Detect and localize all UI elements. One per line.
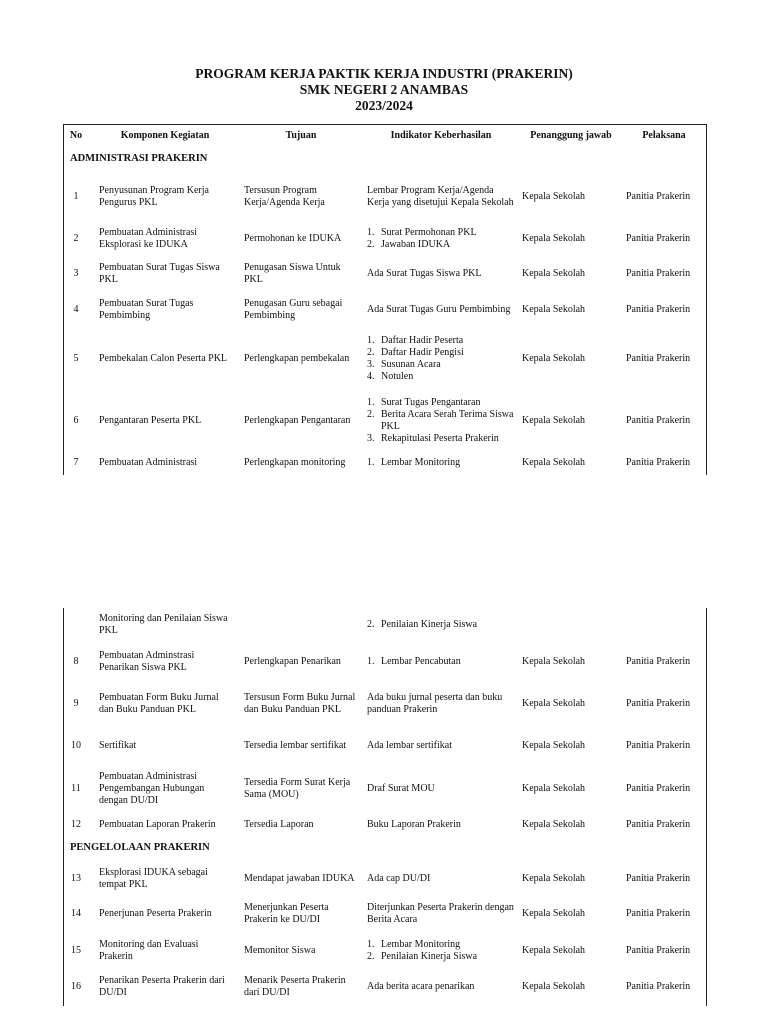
row-10-no: 9 (73, 698, 79, 709)
row-6-pelaksana: Panitia Prakerin (626, 415, 691, 426)
row-15-indikator: Diterjunkan Peserta Prakerin dengan Berita Acara (367, 902, 514, 925)
row-17-indikator: Ada berita acara penarikan (367, 981, 475, 992)
indikator-item: 2. Berita Acara Serah Terima Siswa PKL (367, 409, 514, 432)
indikator-item: 1. Lembar Pencabutan (367, 656, 461, 667)
row-7-indikator (367, 457, 517, 469)
row-13-pj: Kepala Sekolah (522, 819, 586, 830)
row-6-indikator (367, 397, 517, 445)
row-13-indikator: Buku Laporan Prakerin (367, 819, 461, 830)
row-3-pj: Kepala Sekolah (522, 268, 586, 279)
row-10-tujuan: Tersusun Form Buku Jurnal dan Buku Panduan PKL (244, 692, 356, 715)
indikator-item: 3. Rekapitulasi Peserta Prakerin (367, 433, 499, 444)
row-16-tujuan: Memonitor Siswa (244, 945, 316, 956)
doc-title-line3: 2023/2024 (355, 98, 413, 113)
row-9-no: 8 (73, 656, 79, 667)
row-4-pelaksana: Panitia Prakerin (626, 304, 691, 315)
row-2-pelaksana: Panitia Prakerin (626, 233, 691, 244)
header-penanggung-jawab: Penanggung jawab (530, 130, 612, 141)
row-1-indikator: Lembar Program Kerja/Agenda Kerja yang disetujui Kepala Sekolah (367, 185, 514, 208)
indikator-item: 4. Notulen (367, 371, 414, 382)
row-1-pelaksana: Panitia Prakerin (626, 191, 691, 202)
row-15-pj: Kepala Sekolah (522, 908, 586, 919)
row-6-komponen: Pengantaran Peserta PKL (99, 415, 202, 426)
row-1-komponen: Penyusunan Program Kerja Pengurus PKL (99, 185, 209, 208)
row-7-no: 7 (73, 457, 79, 468)
header-komponen: Komponen Kegiatan (120, 130, 210, 141)
row-12-indikator: Draf Surat MOU (367, 783, 435, 794)
header-no: No (69, 130, 83, 141)
table-page-1 (63, 124, 707, 475)
doc-title-line1: PROGRAM KERJA PAKTIK KERJA INDUSTRI (PRAKERIN) (195, 66, 573, 81)
row-14-pj: Kepala Sekolah (522, 873, 586, 884)
row-4-tujuan: Penugasan Guru sebagai Pembimbing (244, 298, 343, 321)
indikator-item: 1. Surat Tugas Pengantaran (367, 397, 481, 408)
row-12-komponen: Pembuatan Administrasi Pengembangan Hubungan dengan DU/DI (99, 771, 205, 806)
row-5-indikator (367, 335, 517, 383)
row-2-no: 2 (73, 233, 79, 244)
row-3-tujuan: Penugasan Siswa Untuk PKL (244, 262, 341, 285)
row-15-no: 14 (71, 908, 81, 919)
row-1-no: 1 (73, 191, 79, 202)
row-12-no: 11 (71, 783, 81, 794)
row-1-tujuan: Tersusun Program Kerja/Agenda Kerja (244, 185, 325, 208)
row-11-indikator: Ada lembar sertifikat (367, 740, 452, 751)
row-15-komponen: Penerjunan Peserta Prakerin (99, 908, 212, 919)
indikator-item: 3. Susunan Acara (367, 359, 441, 370)
indikator-item: 2. Jawaban IDUKA (367, 239, 451, 250)
row-4-komponen: Pembuatan Surat Tugas Pembimbing (99, 298, 194, 321)
section-pengelolaan: PENGELOLAAN PRAKERIN (70, 842, 210, 853)
row-14-tujuan: Mendapat jawaban IDUKA (244, 873, 355, 884)
row-6-no: 6 (73, 415, 79, 426)
row-8-komponen: Monitoring dan Penilaian Siswa PKL (99, 613, 228, 636)
row-14-indikator: Ada cap DU/DI (367, 873, 431, 884)
indikator-item: 2. Daftar Hadir Pengisi (367, 347, 464, 358)
row-7-komponen: Pembuatan Administrasi (99, 457, 198, 468)
row-2-komponen: Pembuatan Administrasi Eksplorasi ke IDUKA (99, 227, 198, 250)
row-4-no: 4 (73, 304, 79, 315)
row-2-pj: Kepala Sekolah (522, 233, 586, 244)
doc-title-line2: SMK NEGERI 2 ANAMBAS (299, 82, 469, 97)
row-5-no: 5 (73, 353, 79, 364)
row-17-no: 16 (71, 981, 81, 992)
row-11-no: 10 (71, 740, 81, 751)
row-13-komponen: Pembuatan Laporan Prakerin (99, 819, 216, 830)
row-3-indikator: Ada Surat Tugas Siswa PKL (367, 268, 482, 279)
row-9-pelaksana: Panitia Prakerin (626, 656, 691, 667)
row-10-komponen: Pembuatan Form Buku Jurnal dan Buku Panduan PKL (99, 692, 219, 715)
row-1-pj: Kepala Sekolah (522, 191, 586, 202)
row-13-no: 12 (71, 819, 81, 830)
row-16-indikator (367, 939, 517, 963)
indikator-item: 2. Penilaian Kinerja Siswa (367, 951, 478, 962)
indikator-item: 2. Penilaian Kinerja Siswa (367, 619, 478, 630)
section-administrasi: ADMINISTRASI PRAKERIN (70, 153, 208, 164)
row-14-komponen: Eksplorasi IDUKA sebagai tempat PKL (99, 867, 208, 890)
indikator-item: 1. Lembar Monitoring (367, 457, 461, 468)
row-11-komponen: Sertifikat (99, 740, 137, 751)
indikator-item: 1. Daftar Hadir Peserta (367, 335, 464, 346)
row-3-pelaksana: Panitia Prakerin (626, 268, 691, 279)
row-17-komponen: Penarikan Peserta Prakerin dari DU/DI (99, 975, 225, 998)
row-5-tujuan: Perlengkapan pembekalan (244, 353, 350, 364)
row-4-indikator: Ada Surat Tugas Guru Pembimbing (367, 304, 511, 315)
header-indikator: Indikator Keberhasilan (390, 130, 492, 141)
row-7-pelaksana: Panitia Prakerin (626, 457, 691, 468)
row-11-pelaksana: Panitia Prakerin (626, 740, 691, 751)
row-2-indikator (367, 227, 517, 251)
row-6-pj: Kepala Sekolah (522, 415, 586, 426)
row-10-indikator: Ada buku jurnal peserta dan buku panduan Prakerin (367, 692, 503, 715)
row-9-indikator (367, 656, 517, 668)
row-13-pelaksana: Panitia Prakerin (626, 819, 691, 830)
indikator-item: 1. Lembar Monitoring (367, 939, 461, 950)
row-16-pj: Kepala Sekolah (522, 945, 586, 956)
row-5-pelaksana: Panitia Prakerin (626, 353, 691, 364)
row-14-no: 13 (71, 873, 81, 884)
row-14-pelaksana: Panitia Prakerin (626, 873, 691, 884)
row-6-tujuan: Perlengkapan Pengantaran (244, 415, 351, 426)
row-12-pj: Kepala Sekolah (522, 783, 586, 794)
row-12-tujuan: Tersedia Form Surat Kerja Sama (MOU) (244, 777, 351, 800)
row-16-no: 15 (71, 945, 81, 956)
row-7-tujuan: Perlengkapan monitoring (244, 457, 346, 468)
row-4-pj: Kepala Sekolah (522, 304, 586, 315)
row-17-tujuan: Menarik Peserta Prakerin dari DU/DI (244, 975, 346, 998)
row-2-tujuan: Permohonan ke IDUKA (244, 233, 342, 244)
row-7-pj: Kepala Sekolah (522, 457, 586, 468)
row-16-komponen: Monitoring dan Evaluasi Prakerin (99, 939, 199, 962)
row-12-pelaksana: Panitia Prakerin (626, 783, 691, 794)
row-15-pelaksana: Panitia Prakerin (626, 908, 691, 919)
row-5-komponen: Pembekalan Calon Peserta PKL (99, 353, 228, 364)
row-8-indikator (367, 619, 517, 631)
indikator-item: 1. Surat Permohonan PKL (367, 227, 477, 238)
row-3-no: 3 (73, 268, 79, 279)
row-3-komponen: Pembuatan Surat Tugas Siswa PKL (99, 262, 220, 285)
row-9-tujuan: Perlengkapan Penarikan (244, 656, 341, 667)
header-pelaksana: Pelaksana (642, 130, 686, 141)
row-13-tujuan: Tersedia Laporan (244, 819, 314, 830)
row-9-pj: Kepala Sekolah (522, 656, 586, 667)
row-5-pj: Kepala Sekolah (522, 353, 586, 364)
row-9-komponen: Pembuatan Adminstrasi Penarikan Siswa PKL (99, 650, 195, 673)
row-17-pj: Kepala Sekolah (522, 981, 586, 992)
row-16-pelaksana: Panitia Prakerin (626, 945, 691, 956)
header-tujuan: Tujuan (285, 130, 317, 141)
table-page-2 (63, 608, 707, 1006)
row-11-pj: Kepala Sekolah (522, 740, 586, 751)
row-15-tujuan: Menerjunkan Peserta Prakerin ke DU/DI (244, 902, 329, 925)
row-17-pelaksana: Panitia Prakerin (626, 981, 691, 992)
row-10-pj: Kepala Sekolah (522, 698, 586, 709)
row-10-pelaksana: Panitia Prakerin (626, 698, 691, 709)
row-11-tujuan: Tersedia lembar sertifikat (244, 740, 347, 751)
